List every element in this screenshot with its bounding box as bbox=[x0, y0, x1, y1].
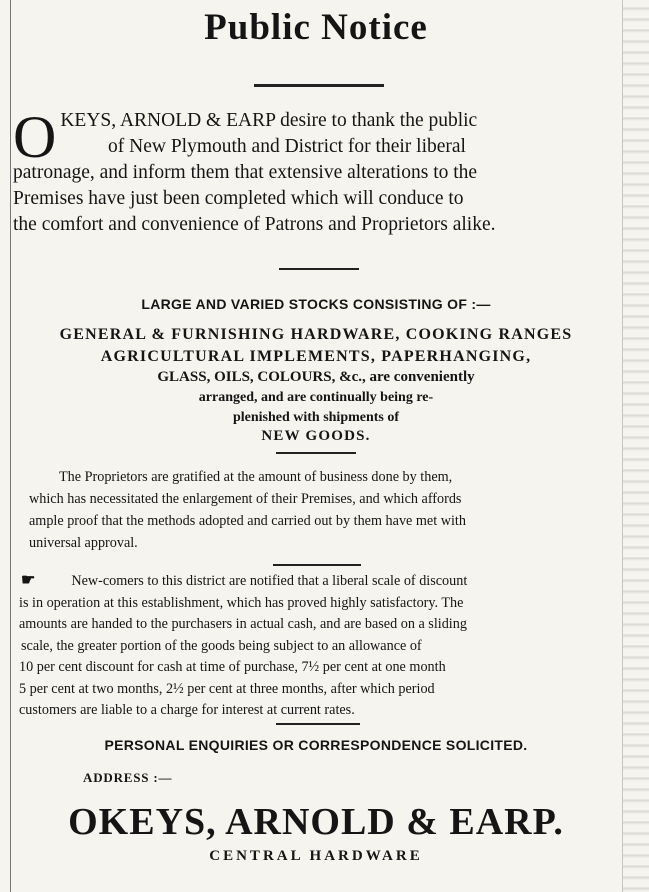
paragraph-line: amounts are handed to the purchasers in actual cash, and are based on a sliding bbox=[19, 616, 467, 632]
stocks-line: GLASS, OILS, COLOURS, &c., are conveniently bbox=[157, 369, 475, 385]
stocks-line: arranged, and are continually being re- bbox=[198, 390, 434, 405]
title-rule bbox=[254, 84, 384, 87]
drop-cap: O bbox=[13, 104, 57, 170]
paragraph-line: The Proprietors are gratified at the amount of business done by them, bbox=[59, 469, 453, 485]
opening-line: patronage, and inform them that extensive alterations to the bbox=[13, 162, 478, 183]
opening-line: of New Plymouth and District for their liberal bbox=[108, 136, 466, 157]
stocks-heading: LARGE AND VARIED STOCKS CONSISTING OF :— bbox=[141, 296, 491, 312]
paragraph-line: scale, the greater portion of the goods being subject to an allowance of bbox=[21, 637, 422, 654]
opening-line: KEYS, ARNOLD & EARP desire to thank the public bbox=[60, 110, 478, 131]
pointing-hand-icon: ☛ bbox=[21, 572, 36, 589]
paragraph-line: which has necessitated the enlargement of their Premises, and which affords bbox=[29, 491, 462, 507]
notice-frame bbox=[10, 0, 621, 892]
divider bbox=[273, 564, 361, 566]
page-edge bbox=[622, 0, 649, 892]
newcomers-first-line bbox=[19, 570, 625, 593]
paragraph-line: universal approval. bbox=[29, 535, 138, 551]
enquiries-line: PERSONAL ENQUIRIES OR CORRESPONDENCE SOLICITED. bbox=[104, 737, 528, 753]
paragraph-line: is in operation at this establishment, which has proved highly satisfactory. The bbox=[19, 594, 464, 611]
notice-title: Public Notice bbox=[204, 7, 428, 48]
stocks-line: GENERAL & FURNISHING HARDWARE, COOKING RANGES bbox=[59, 326, 573, 343]
divider bbox=[279, 268, 359, 270]
opening-line: the comfort and convenience of Patrons and Proprietors alike. bbox=[13, 214, 496, 235]
paragraph-line: ample proof that the methods adopted and carried out by them have met with bbox=[29, 513, 466, 529]
opening-line: Premises have just been completed which will conduce to bbox=[13, 188, 464, 209]
newcomers-paragraph bbox=[19, 570, 625, 722]
new-goods: NEW GOODS. bbox=[261, 428, 371, 444]
divider bbox=[276, 723, 360, 725]
divider bbox=[276, 452, 356, 454]
paragraph-line: 10 per cent discount for cash at time of purchase, 7½ per cent at one month bbox=[19, 659, 446, 675]
proprietors-paragraph bbox=[29, 466, 625, 554]
firm-subtitle: CENTRAL HARDWARE bbox=[209, 848, 423, 864]
stocks-line: AGRICULTURAL IMPLEMENTS, PAPERHANGING, bbox=[100, 348, 532, 365]
paragraph-line: New-comers to this district are notified that a liberal scale of discount bbox=[71, 573, 468, 589]
paragraph-line: 5 per cent at two months, 2½ per cent at three months, after which period bbox=[19, 680, 435, 697]
address-label: ADDRESS :— bbox=[83, 770, 173, 785]
paragraph-line: customers are liable to a charge for interest at current rates. bbox=[19, 702, 355, 718]
stocks-line: plenished with shipments of bbox=[232, 410, 400, 425]
opening-paragraph bbox=[13, 104, 619, 238]
firm-name: OKEYS, ARNOLD & EARP. bbox=[68, 801, 564, 843]
